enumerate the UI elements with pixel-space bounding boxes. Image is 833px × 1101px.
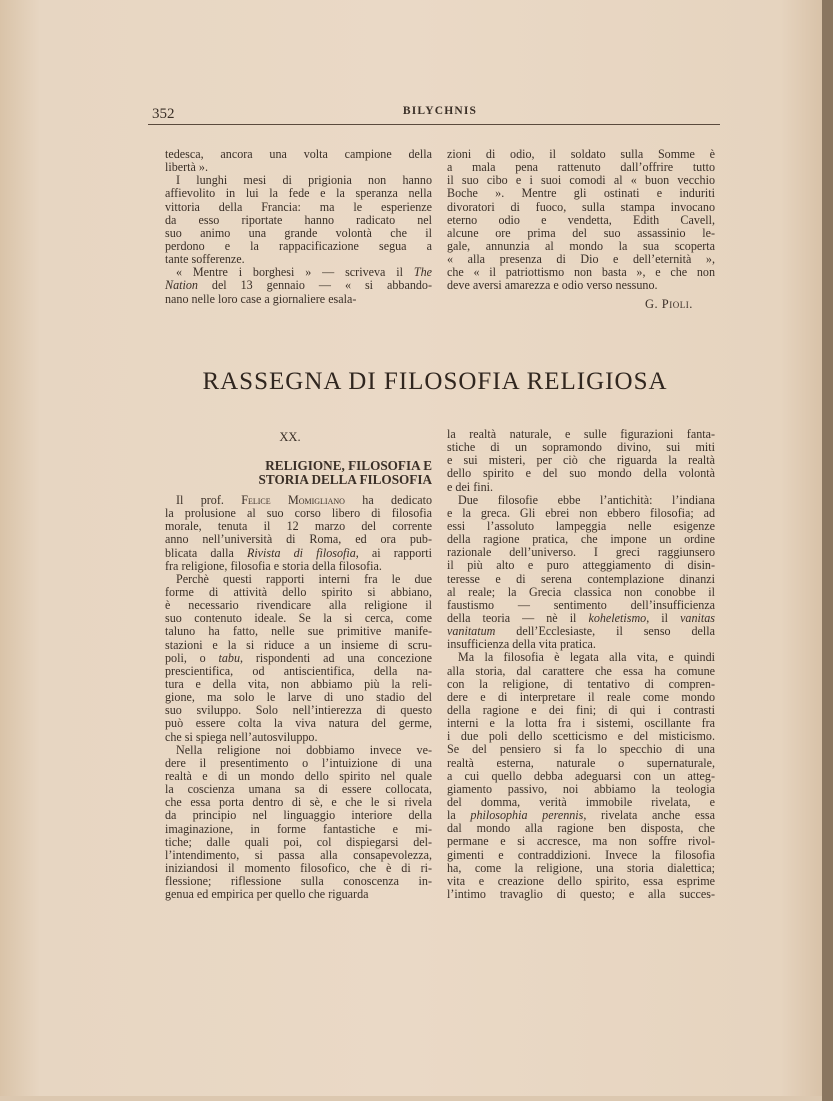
text-run: ha, come la religione, una storia dialettica; [447, 860, 715, 875]
text-run: suo contenuto ideale. Se la si cerca, come [165, 611, 432, 626]
text-run: vittoria della Francia: ma le esperienze [165, 199, 432, 214]
subtitle-line: RELIGIONE, FILOSOFIA E [265, 458, 432, 473]
body-left-column [165, 494, 432, 901]
text-run: a mala pena rattenuto dall’offrire tutto [447, 160, 715, 175]
text-run: zioni di odio, il soldato sulla Somme è [447, 147, 715, 161]
text-run: Perchè questi rapporti interni fra le due [176, 571, 432, 586]
text-run: taluno ha fatto, nelle sue primitive manife- [165, 624, 432, 639]
text-run: al reale; la Grecia classica non conobbe il [447, 584, 715, 599]
running-title: BILYCHNIS [402, 105, 478, 117]
text-run: a cui quello debba adeguarsi con un atteg- [447, 768, 715, 783]
text-run: ai rapporti [358, 545, 433, 560]
text-run: tiche; dalle quali poi, col dispiegarsi del- [165, 834, 432, 849]
body-right-column [447, 428, 715, 901]
text-run: deve aversi amarezza e odio verso nessuno. [447, 278, 658, 293]
text-run: la coscienza umana sa di essere collocata, [165, 782, 432, 797]
italic-text: Nation [165, 278, 198, 293]
text-run: Se del pensiero si fa lo specchio di una [447, 742, 715, 757]
signature-initial: G. [645, 297, 662, 311]
italic-text: tabu [218, 650, 241, 665]
text-run: della ragione pratica, che impone un ordine [447, 532, 715, 547]
text-run: dello spirito e del suo mondo della volontà [447, 466, 715, 481]
text-run: interni e la lotta fra i sistemi, oscillante fra [447, 716, 715, 731]
text-run: l’intimo travaglio di questo; e alla succes- [447, 886, 715, 901]
text-run: alla storia, dal carattere che essa ha comune [447, 663, 715, 678]
text-run: teresse e di serena contemplazione dinanzi [447, 571, 715, 586]
italic-text: koheletismo [588, 610, 647, 625]
text-run: Nella religione noi dobbiamo invece ve- [176, 742, 432, 757]
text-run: e dei fini. [447, 479, 494, 494]
italic-text: philosophia perennis [470, 808, 584, 823]
text-run: dell’Ecclesiaste, il senso della [495, 624, 715, 639]
text-run: realtà e di un mondo dello spirito nel quale [165, 768, 432, 783]
text-run: libertà ». [165, 160, 208, 175]
text-run: del 13 gennaio — « si abbando- [197, 278, 432, 293]
text-run: prescientifica, od antiscientifica, della na- [165, 663, 432, 678]
text-run: Due filosofie ebbe l’antichità: l’indiana [458, 492, 715, 507]
text-run: il più alto e puro atteggiamento di disin- [447, 558, 715, 573]
text-run: realtà esterna, naturale o supernaturale, [447, 755, 715, 770]
text-run: dere il presentimento o l’intuizione di una [165, 755, 432, 770]
top-left-column [165, 148, 432, 306]
text-run: perdono e la rappacificazione segua a [165, 238, 432, 253]
text-line [447, 279, 715, 292]
text-run: del domma, verità immobile rivelata, e [447, 794, 715, 809]
text-run: suo sviluppo. Solo nell’intierezza di questo [165, 703, 432, 718]
text-run: la [447, 808, 471, 823]
text-run: divoratori di fuoco, sulla stampa invocano [447, 199, 715, 214]
text-run: Ma la filosofia è legata alla vita, e quindi [458, 650, 715, 665]
text-run: flessione; riflessione sulla conoscenza in- [165, 874, 432, 889]
top-right-column [447, 148, 715, 293]
text-run: tedesca, ancora una volta campione della [165, 147, 432, 161]
text-run: e sui misteri, per ciò che riguarda la realtà [447, 453, 715, 468]
text-run: che si spiega nell’autosviluppo. [165, 729, 318, 744]
text-run: stiche di un sopramondo divino, sui miti [447, 440, 715, 455]
text-run: permane e si accresce, ma non soffre rivol- [447, 834, 715, 849]
section-number: XX. [279, 430, 301, 444]
text-run: dal mondo alla ragione ben disposta, che [447, 821, 715, 836]
text-run: l’intendimento, si passa alla consapevolezza, [165, 847, 432, 862]
text-run: della ragione e dei fini; di qui i contrasti [447, 702, 715, 717]
text-run: tura e della vita, non abbiamo più la reli- [165, 676, 432, 691]
text-run: genua ed empirica per quello che riguarda [165, 887, 369, 902]
text-run: il suo cibo e i suoi comodi al « buon vecchio [447, 173, 715, 188]
text-run: I lunghi mesi di prigionia non hanno [176, 173, 432, 188]
text-run: alcune ore prima del suo assassinio le- [447, 225, 715, 240]
text-run: da principio nel linguaggio interiore della [165, 808, 432, 823]
article-subtitle [220, 459, 432, 487]
text-run: blicata dalla [165, 545, 247, 560]
italic-text: vanitas [680, 610, 715, 625]
text-run: , rivelata anche essa [583, 808, 715, 823]
text-run: che essa porta dentro di sè, e che le si rivela [165, 795, 432, 810]
text-run: dere e di interpretare il reale come mondo [447, 689, 715, 704]
text-line [165, 888, 432, 901]
text-line [165, 293, 432, 306]
text-run: « alla presenza di Dio e dell’eternità », [447, 252, 715, 267]
text-run: faustismo — sentimento dell’insufficienza [447, 597, 715, 612]
section-title: RASSEGNA DI FILOSOFIA RELIGIOSA [202, 368, 668, 395]
text-run: nano nelle loro case a giornaliere esala- [165, 291, 357, 306]
text-run: , il [646, 610, 681, 625]
signature-name: Pioli. [661, 297, 693, 311]
italic-text: Rivista di filosofia, [246, 545, 359, 560]
author-signature [645, 297, 693, 312]
subtitle-line: STORIA DELLA FILOSOFIA [258, 472, 432, 487]
text-run: , rispondenti ad una concezione [240, 650, 432, 665]
italic-text: vanitatum [447, 624, 496, 639]
text-run: Boche ». Mentre gli ostinati e induriti [447, 186, 715, 201]
text-run: ha dedicato [344, 493, 432, 507]
text-run: da esso riportate hanno radicato nel [165, 212, 432, 227]
text-run: morale, tenuta il 12 marzo del corrente [165, 519, 432, 534]
text-run: iniziandosi il momento filosofico, che è di ri- [165, 860, 432, 875]
text-run: la prolusione al suo corso libero di filosofia [165, 506, 432, 521]
text-run: razionale dell’universo. I greci raggiunsero [447, 545, 715, 560]
text-run: della teoria — nè il [447, 610, 589, 625]
text-run: i due poli dello scetticismo e del misticismo. [447, 729, 715, 744]
text-run: e la greca. Gli ebrei non ebbero filosofia; ad [447, 505, 715, 520]
text-run: che « il patriottismo non basta », e che non [447, 265, 715, 280]
text-run: suo animo una grande volontà che il [165, 225, 432, 240]
text-line [447, 888, 715, 901]
text-run: forme di attività dello spirito si abbiano, [165, 584, 432, 599]
text-run: gione, ma solo le larve di uno stadio del [165, 690, 432, 705]
text-run: stazioni e la si riduce a un insieme di scru- [165, 637, 432, 652]
text-run: con la religione, di tentativo di compren- [447, 676, 715, 691]
text-run: la realtà naturale, e sulle figurazioni fanta- [447, 427, 715, 441]
text-run: è necessario rivendicare alla religione il [165, 598, 432, 613]
small-caps-name: Felice Momigliano [241, 493, 345, 507]
text-run: tante sofferenze. [165, 252, 245, 267]
text-run: gimenti e contraddizioni. Invece la filosofia [447, 847, 715, 862]
text-run: affievolito in lui la fede e la speranza nella [165, 186, 432, 201]
text-run: gale, annunzia al mondo la sua scoperta [447, 238, 715, 253]
text-run: « Mentre i borghesi » — scriveva il [176, 265, 414, 280]
text-run: anno nell’università di Roma, ed ora pub- [165, 532, 432, 547]
text-run: eterno odio e vendetta, Edith Cavell, [447, 212, 715, 227]
text-run: essi l’assoluto lampeggia nelle esigenze [447, 518, 715, 533]
text-run: Il prof. [176, 493, 242, 507]
text-run: imaginazione, in forme fantastiche e mi- [165, 821, 432, 836]
italic-text: The [413, 265, 432, 280]
text-run: fra religione, filosofia e storia della filosofia. [165, 558, 382, 573]
text-run: può essere colta la viva natura del germe, [165, 716, 432, 731]
text-run: poli, o [165, 650, 219, 665]
text-run: giamento passivo, noi abbiamo la teologia [447, 781, 715, 796]
page-edge [822, 0, 833, 1101]
header-rule [148, 124, 720, 125]
text-run: insufficienza della vita pratica. [447, 637, 596, 652]
text-run: vita e creazione dello spirito, essa esprime [447, 873, 715, 888]
page-number: 352 [152, 106, 175, 122]
